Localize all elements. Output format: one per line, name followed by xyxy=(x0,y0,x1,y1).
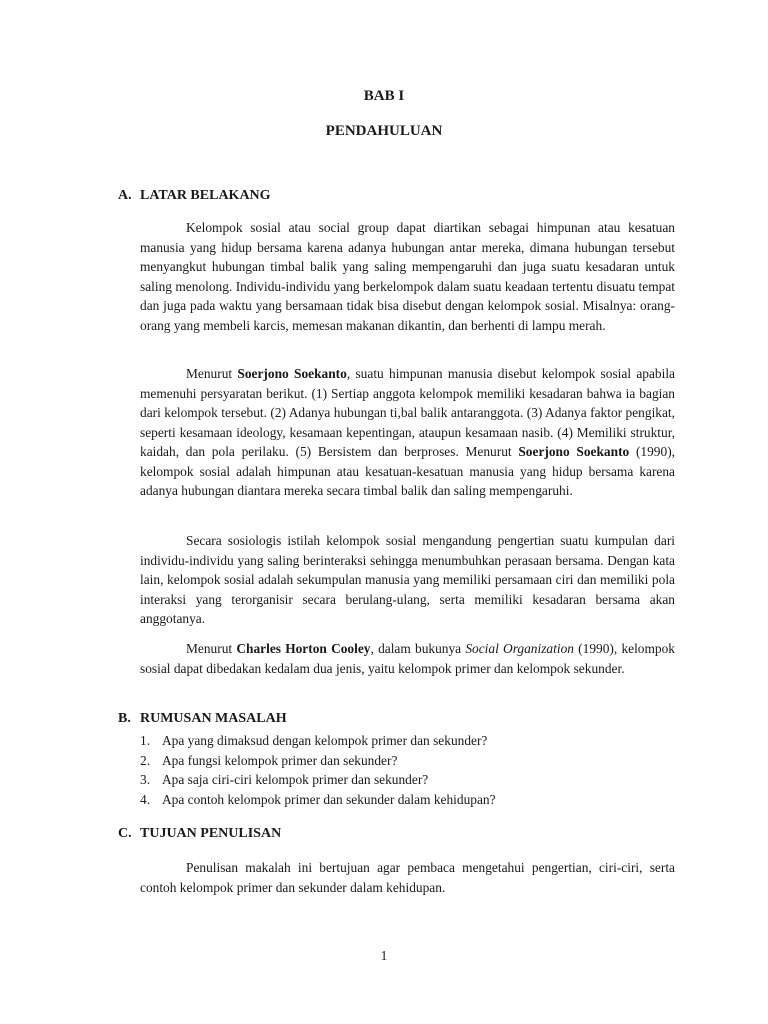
list-item xyxy=(140,731,496,751)
list-number: 2. xyxy=(140,752,151,768)
paragraph-text: , dalam bukunya xyxy=(370,641,466,656)
list-text: Apa fungsi kelompok primer dan sekunder? xyxy=(162,752,398,768)
section-a-paragraph-2 xyxy=(140,364,675,501)
section-a-paragraph-1 xyxy=(140,218,675,335)
section-c-letter: C. xyxy=(118,826,132,841)
list-item xyxy=(140,751,496,771)
list-item xyxy=(140,790,496,810)
section-c-paragraph-1 xyxy=(140,858,675,897)
section-b-title: RUMUSAN MASALAH xyxy=(140,711,287,726)
list-number: 3. xyxy=(140,772,151,787)
section-a-title: LATAR BELAKANG xyxy=(140,188,271,203)
list-number: 1. xyxy=(140,733,151,748)
chapter-number: BAB I xyxy=(363,88,405,104)
paragraph-text: (1990), kelompok sosial adalah himpunan atau kesatuan-kesatuan manusia yang hidup bersama karena adanya hubungan diantara mereka secara timbal balik dan saling mempengaruhi. xyxy=(140,444,675,498)
author-name: Charles Horton Cooley xyxy=(236,641,371,656)
list-item xyxy=(140,770,496,790)
paragraph-text: Penulisan makalah ini bertujuan agar pembaca mengetahui pengertian, ciri-ciri, serta contoh kelompok primer dan sekunder dalam kehidupan. xyxy=(140,860,675,895)
list-text: Apa yang dimaksud dengan kelompok primer dan sekunder? xyxy=(162,733,488,748)
section-a-heading xyxy=(118,188,271,204)
book-title: Social Organization xyxy=(465,641,574,656)
list-text: Apa saja ciri-ciri kelompok primer dan sekunder? xyxy=(162,772,429,787)
section-a-paragraph-4 xyxy=(140,639,675,678)
section-a-letter: A. xyxy=(118,188,132,203)
list-text: Apa contoh kelompok primer dan sekunder dalam kehidupan? xyxy=(162,791,496,807)
list-number: 4. xyxy=(140,791,151,807)
paragraph-text: Kelompok sosial atau social group dapat diartikan sebagai himpunan atau kesatuan manusia yang hidup bersama karena adanya hubungan antar mereka, dimana hubungan tersebut menyangkut hubungan timbal balik yang saling mempengaruhi dan juga suatu kesadaran untuk saling menolong. Individu-individu yang berkelompok dalam suatu keadaan tertentu disuatu tempat dan juga pada waktu yang bersamaan tidak bisa disebut dengan kelompok sosial. Misalnya: orang-orang yang membeli karcis, memesan makanan dikantin, dan berhenti di lampu merah. xyxy=(140,220,675,333)
paragraph-text: Menurut xyxy=(186,366,238,381)
section-c-title: TUJUAN PENULISAN xyxy=(140,826,282,841)
paragraph-text: , suatu himpunan manusia disebut kelompok sosial apabila memenuhi persyaratan berikut. (1) Sertiap anggota kelompok memiliki kesadaran bahwa ia bagian dari kelompok tersebut. (2) Adanya hubungan ti,bal balik antaranggota. (3) Adanya faktor pengikat, seperti kesamaan ideology, kesamaan kepentingan, ataupun kesamaan nasib. (4) Memiliki struktur, kaidah, dan pola perilaku. (5) Bersistem dan berproses. Menurut xyxy=(140,366,675,459)
chapter-title: PENDAHULUAN xyxy=(325,123,443,139)
author-name: Soerjono Soekanto xyxy=(237,366,347,381)
section-b-letter: B. xyxy=(118,711,131,726)
page-number: 1 xyxy=(380,948,388,963)
section-c-heading xyxy=(118,826,281,842)
author-name: Soerjono Soekanto xyxy=(518,444,630,459)
section-a-paragraph-3 xyxy=(140,531,675,629)
paragraph-text: Secara sosiologis istilah kelompok sosial mengandung pengertian suatu kumpulan dari individu-individu yang saling berinteraksi sehingga menumbuhkan perasaan bersama. Dengan kata lain, kelompok sosial adalah sekumpulan manusia yang memiliki persamaan ciri dan memiliki pola interaksi yang terorganisir secara berulang-ulang, serta memiliki kesadaran bersama akan anggotanya. xyxy=(140,533,675,626)
paragraph-text: Menurut xyxy=(186,641,237,656)
problem-list xyxy=(140,731,496,809)
section-b-heading xyxy=(118,711,287,727)
paragraph-text: (1990), kelompok sosial dapat dibedakan kedalam dua jenis, yaitu kelompok primer dan kelompok sekunder. xyxy=(140,641,676,676)
